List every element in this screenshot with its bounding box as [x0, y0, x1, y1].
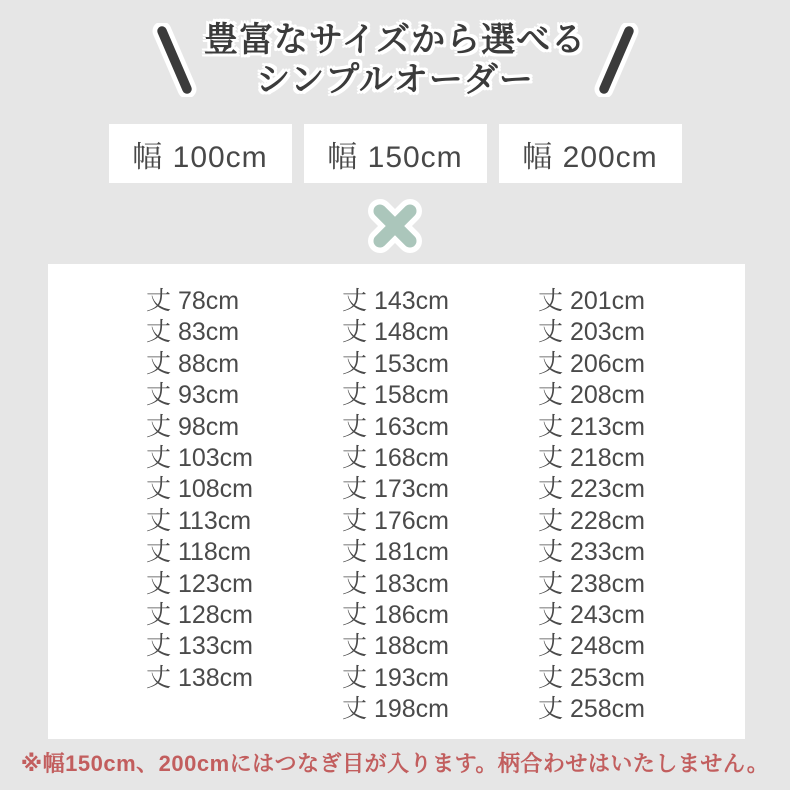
length-option: 丈 108cm — [146, 475, 253, 504]
length-option: 丈 223cm — [538, 475, 645, 504]
width-options-row — [0, 124, 790, 183]
length-option: 丈 98cm — [146, 412, 240, 441]
seam-disclaimer-note: ※幅150cm、200cmにはつなぎ目が入ります。柄合わせはいたしません。 — [20, 751, 770, 776]
length-option: 丈 176cm — [342, 506, 449, 535]
length-option: 丈 113cm — [146, 506, 252, 535]
length-option: 丈 168cm — [342, 444, 449, 473]
length-option: 丈 203cm — [538, 318, 645, 347]
left-slash-decoration-icon — [151, 23, 197, 97]
length-column-3 — [538, 286, 745, 726]
length-option: 丈 233cm — [538, 538, 645, 567]
length-option: 丈 183cm — [342, 569, 449, 598]
length-option: 丈 186cm — [342, 601, 449, 630]
width-option-200cm: 幅 200cm — [499, 124, 682, 183]
length-option: 丈 133cm — [146, 632, 253, 661]
multiply-cross-icon — [0, 194, 790, 258]
length-option: 丈 83cm — [146, 318, 240, 347]
length-option: 丈 188cm — [342, 632, 449, 661]
title-line-2: シンプルオーダー — [256, 61, 534, 99]
length-option: 丈 201cm — [538, 287, 645, 315]
width-option-100cm: 幅 100cm — [109, 124, 292, 183]
right-slash-decoration-icon — [593, 23, 639, 97]
length-option: 丈 173cm — [342, 475, 449, 504]
length-option: 丈 148cm — [342, 318, 449, 347]
length-column-1 — [146, 286, 342, 694]
length-option: 丈 158cm — [342, 381, 449, 410]
header — [0, 20, 790, 100]
length-option: 丈 193cm — [342, 663, 449, 692]
length-option: 丈 243cm — [538, 601, 645, 630]
length-option: 丈 138cm — [146, 663, 253, 692]
length-option: 丈 248cm — [538, 632, 645, 661]
length-option: 丈 208cm — [538, 381, 645, 410]
length-option: 丈 228cm — [538, 506, 645, 535]
length-option: 丈 123cm — [146, 569, 253, 598]
length-column-2 — [342, 286, 538, 726]
length-option: 丈 143cm — [342, 287, 449, 315]
length-option: 丈 163cm — [342, 412, 449, 441]
length-option: 丈 181cm — [342, 538, 449, 567]
length-option: 丈 118cm — [146, 538, 252, 567]
width-option-150cm: 幅 150cm — [304, 124, 487, 183]
page-title — [204, 20, 586, 100]
length-option: 丈 218cm — [538, 444, 645, 473]
length-option: 丈 128cm — [146, 601, 253, 630]
length-option: 丈 153cm — [342, 349, 449, 378]
length-option: 丈 213cm — [538, 412, 645, 441]
length-option: 丈 253cm — [538, 663, 645, 692]
title-line-1: 豊富なサイズから選べる — [203, 21, 587, 59]
length-option: 丈 88cm — [146, 349, 240, 378]
length-option: 丈 103cm — [146, 444, 253, 473]
length-option: 丈 258cm — [538, 695, 645, 724]
length-option: 丈 198cm — [342, 695, 449, 724]
length-option: 丈 206cm — [538, 349, 645, 378]
length-options-panel — [48, 264, 745, 739]
length-option: 丈 93cm — [146, 381, 240, 410]
length-option: 丈 78cm — [146, 287, 240, 315]
length-option: 丈 238cm — [538, 569, 645, 598]
